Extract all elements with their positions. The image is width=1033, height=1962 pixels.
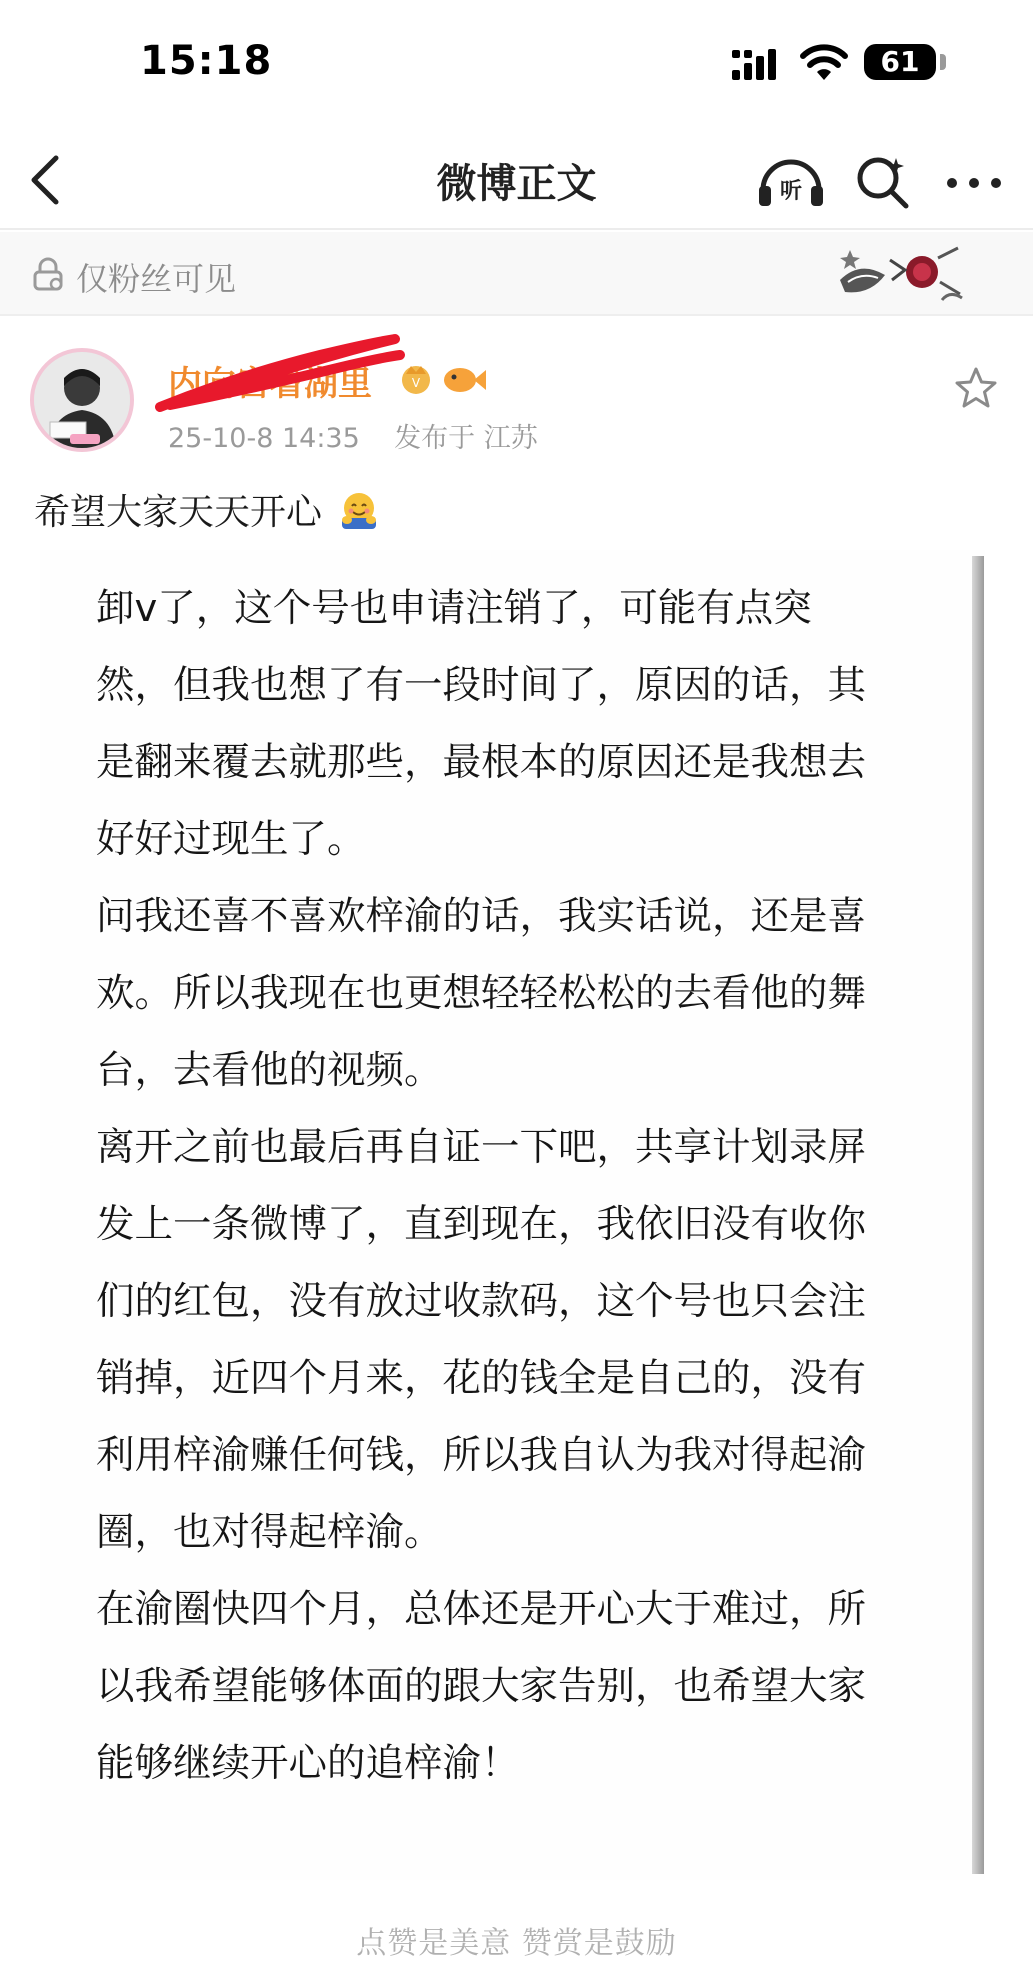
cellular-signal-icon xyxy=(730,48,780,82)
more-icon[interactable] xyxy=(944,168,1004,198)
battery-cap xyxy=(940,54,946,70)
avatar[interactable] xyxy=(30,348,134,452)
author-name[interactable]: 内向宫看湖里 xyxy=(168,364,372,404)
nav-divider xyxy=(0,228,1033,230)
image-paragraph: 离开之前也最后再自证一下吧，共享计划录屏 发上一条微博了，直到现在，我依旧没有收你 们的红包，没有放过收款码，这个号也只会注 销掉，近四个月来，花的钱全是自己的，没有 利用梓渝赚任何钱，所以我自认为我对得起渝 圈，也对得起梓渝。 xyxy=(96,1125,867,1555)
user-badge-icon xyxy=(398,360,488,400)
post-time: 25-10-8 14:35 xyxy=(168,423,360,454)
wifi-icon xyxy=(800,44,848,82)
status-time: 15:18 xyxy=(140,38,273,84)
status-bar xyxy=(0,0,1033,120)
battery-indicator: 61 xyxy=(864,44,936,80)
image-edge-shadow xyxy=(972,556,984,1874)
image-paragraph: 在渝圈快四个月，总体还是开心大于难过，所 以我希望能够体面的跟大家告别，也希望大家 能够继续开心的追梓渝！ xyxy=(96,1587,867,1786)
listen-icon[interactable] xyxy=(755,152,827,212)
section-divider xyxy=(0,314,1033,316)
svg-text:听: 听 xyxy=(779,179,803,204)
post-image[interactable] xyxy=(40,550,985,1880)
avatar-image-icon xyxy=(34,352,130,448)
image-text-content xyxy=(96,570,976,1802)
decorative-sticker-icon xyxy=(830,240,970,310)
star-icon[interactable] xyxy=(952,364,1000,412)
caption-text: 希望大家天天开心 xyxy=(34,492,323,533)
page-title: 微博正文 xyxy=(436,161,597,207)
post-location: 发布于 江苏 xyxy=(394,423,538,454)
visibility-row xyxy=(0,232,1033,314)
visibility-label: 仅粉丝可见 xyxy=(76,260,237,298)
post-caption xyxy=(34,484,379,535)
image-paragraph: 卸v了，这个号也申请注销了，可能有点突 然，但我也想了有一段时间了，原因的话，其 是翻来覆去就那些，最根本的原因还是我想去 好好过现生了。 xyxy=(96,586,867,862)
image-paragraph: 问我还喜不喜欢梓渝的话，我实话说，还是喜 欢。所以我现在也更想轻轻松松的去看他的舞 台，去看他的视频。 xyxy=(96,894,867,1093)
hug-emoji-icon xyxy=(339,490,379,530)
svg-text:V: V xyxy=(411,376,421,390)
post-meta xyxy=(168,416,538,455)
nav-bar xyxy=(0,130,1033,230)
footer-reward-text: 点赞是美意 赞赏是鼓励 xyxy=(356,1926,677,1961)
lock-icon xyxy=(30,256,66,292)
search-icon[interactable] xyxy=(852,152,912,212)
